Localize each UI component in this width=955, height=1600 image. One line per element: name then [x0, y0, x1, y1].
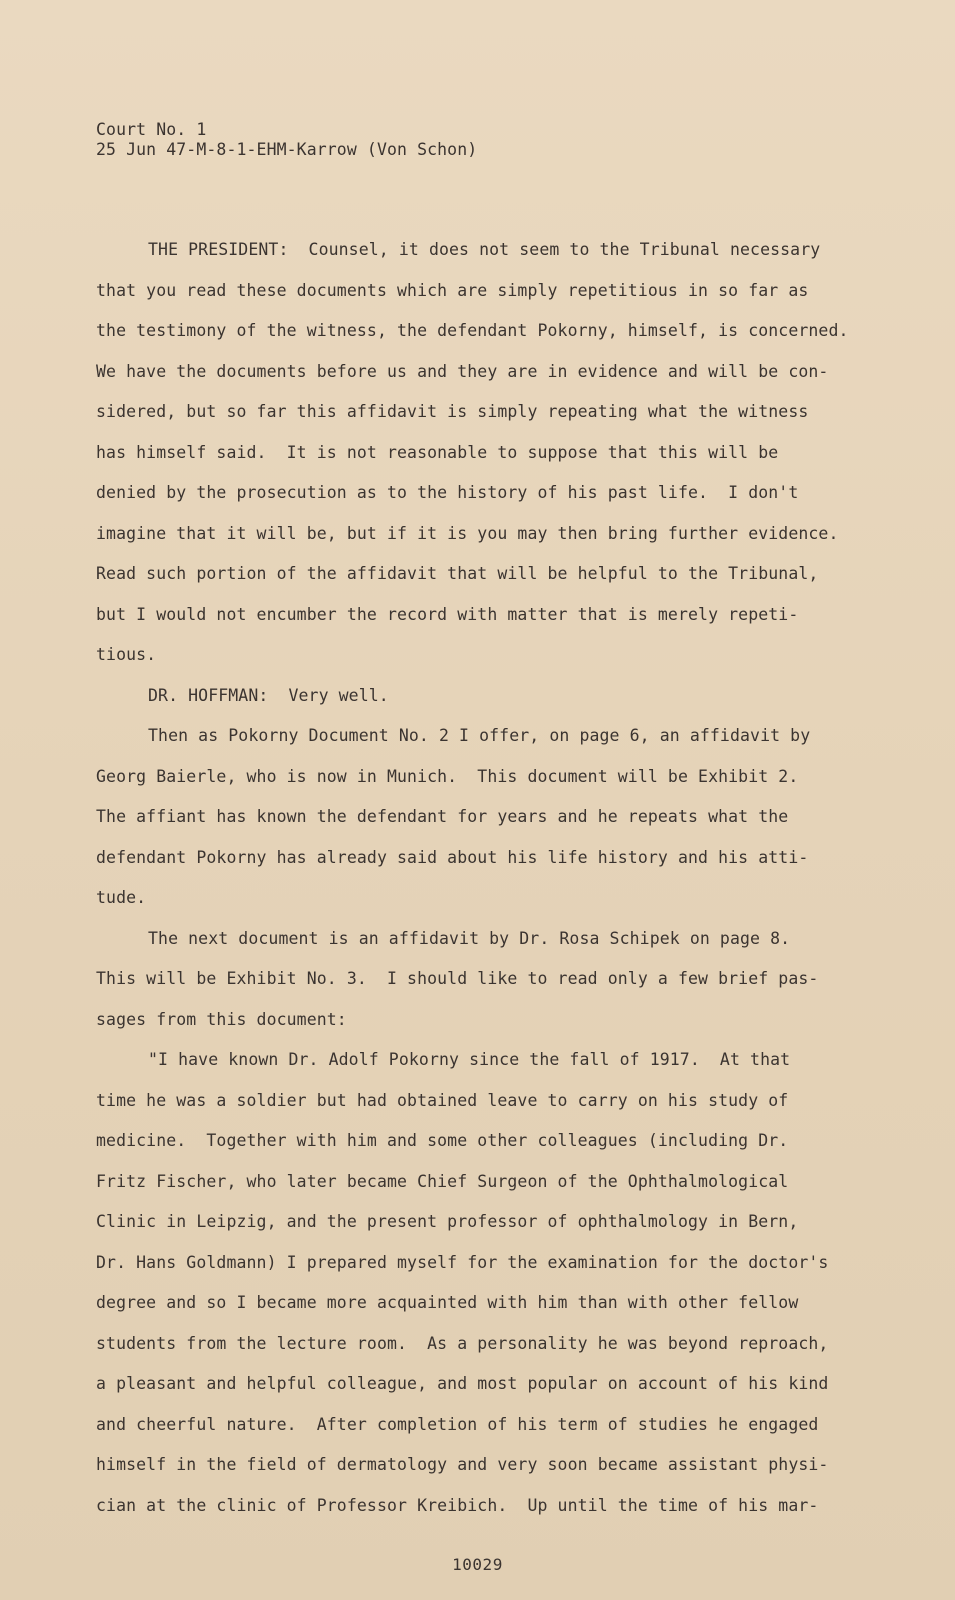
text-line: The affiant has known the defendant for years and he repeats what the	[96, 807, 789, 826]
text-line: time he was a soldier but had obtained leave to carry on his study of	[96, 1091, 789, 1110]
text-line: Dr. Hans Goldmann) I prepared myself for the examination for the doctor's	[96, 1253, 829, 1272]
header	[96, 120, 477, 160]
text-line: that you read these documents which are simply repetitious in so far as	[96, 281, 809, 300]
text-line: and cheerful nature. After completion of his term of studies he engaged	[96, 1415, 819, 1434]
court-number: Court No. 1	[96, 120, 207, 139]
text-line: Fritz Fischer, who later became Chief Surgeon of the Ophthalmological	[96, 1172, 789, 1191]
text-line: cian at the clinic of Professor Kreibich. Up until the time of his mar-	[96, 1496, 819, 1515]
text-line: Georg Baierle, who is now in Munich. This document will be Exhibit 2.	[96, 767, 799, 786]
text-line: but I would not encumber the record with matter that is merely repeti-	[96, 605, 799, 624]
text-line: "I have known Dr. Adolf Pokorny since the fall of 1917. At that	[148, 1050, 791, 1069]
text-line: students from the lecture room. As a personality he was beyond reproach,	[96, 1334, 829, 1353]
text-line: THE PRESIDENT: Counsel, it does not seem to the Tribunal necessary	[148, 240, 821, 259]
text-line: We have the documents before us and they are in evidence and will be con-	[96, 362, 829, 381]
text-line: Then as Pokorny Document No. 2 I offer, on page 6, an affidavit by	[148, 726, 811, 745]
text-line: the testimony of the witness, the defendant Pokorny, himself, is concerned.	[96, 321, 849, 340]
text-line: a pleasant and helpful colleague, and most popular on account of his kind	[96, 1374, 829, 1393]
text-line: has himself said. It is not reasonable to suppose that this will be	[96, 443, 779, 462]
text-line: denied by the prosecution as to the history of his past life. I don't	[96, 483, 799, 502]
text-line: This will be Exhibit No. 3. I should like to read only a few brief pas-	[96, 969, 819, 988]
text-line: himself in the field of dermatology and very soon became assistant physi-	[96, 1455, 829, 1474]
text-line: medicine. Together with him and some other colleagues (including Dr.	[96, 1131, 789, 1150]
text-line: tude.	[96, 888, 147, 907]
text-line: tious.	[96, 645, 157, 664]
text-line: sages from this document:	[96, 1010, 347, 1029]
text-line: defendant Pokorny has already said about his life history and his atti-	[96, 848, 809, 867]
text-line: sidered, but so far this affidavit is simply repeating what the witness	[96, 402, 809, 421]
text-line: imagine that it will be, but if it is you may then bring further evidence.	[96, 524, 839, 543]
text-line: DR. HOFFMAN: Very well.	[148, 686, 389, 705]
session-line: 25 Jun 47-M-8-1-EHM-Karrow (Von Schon)	[96, 140, 478, 159]
text-line: Read such portion of the affidavit that will be helpful to the Tribunal,	[96, 564, 819, 583]
page-number: 10029	[452, 1555, 503, 1574]
text-line: Clinic in Leipzig, and the present professor of ophthalmology in Bern,	[96, 1212, 799, 1231]
text-line: The next document is an affidavit by Dr. Rosa Schipek on page 8.	[148, 929, 791, 948]
text-line: degree and so I became more acquainted with him than with other fellow	[96, 1293, 799, 1312]
